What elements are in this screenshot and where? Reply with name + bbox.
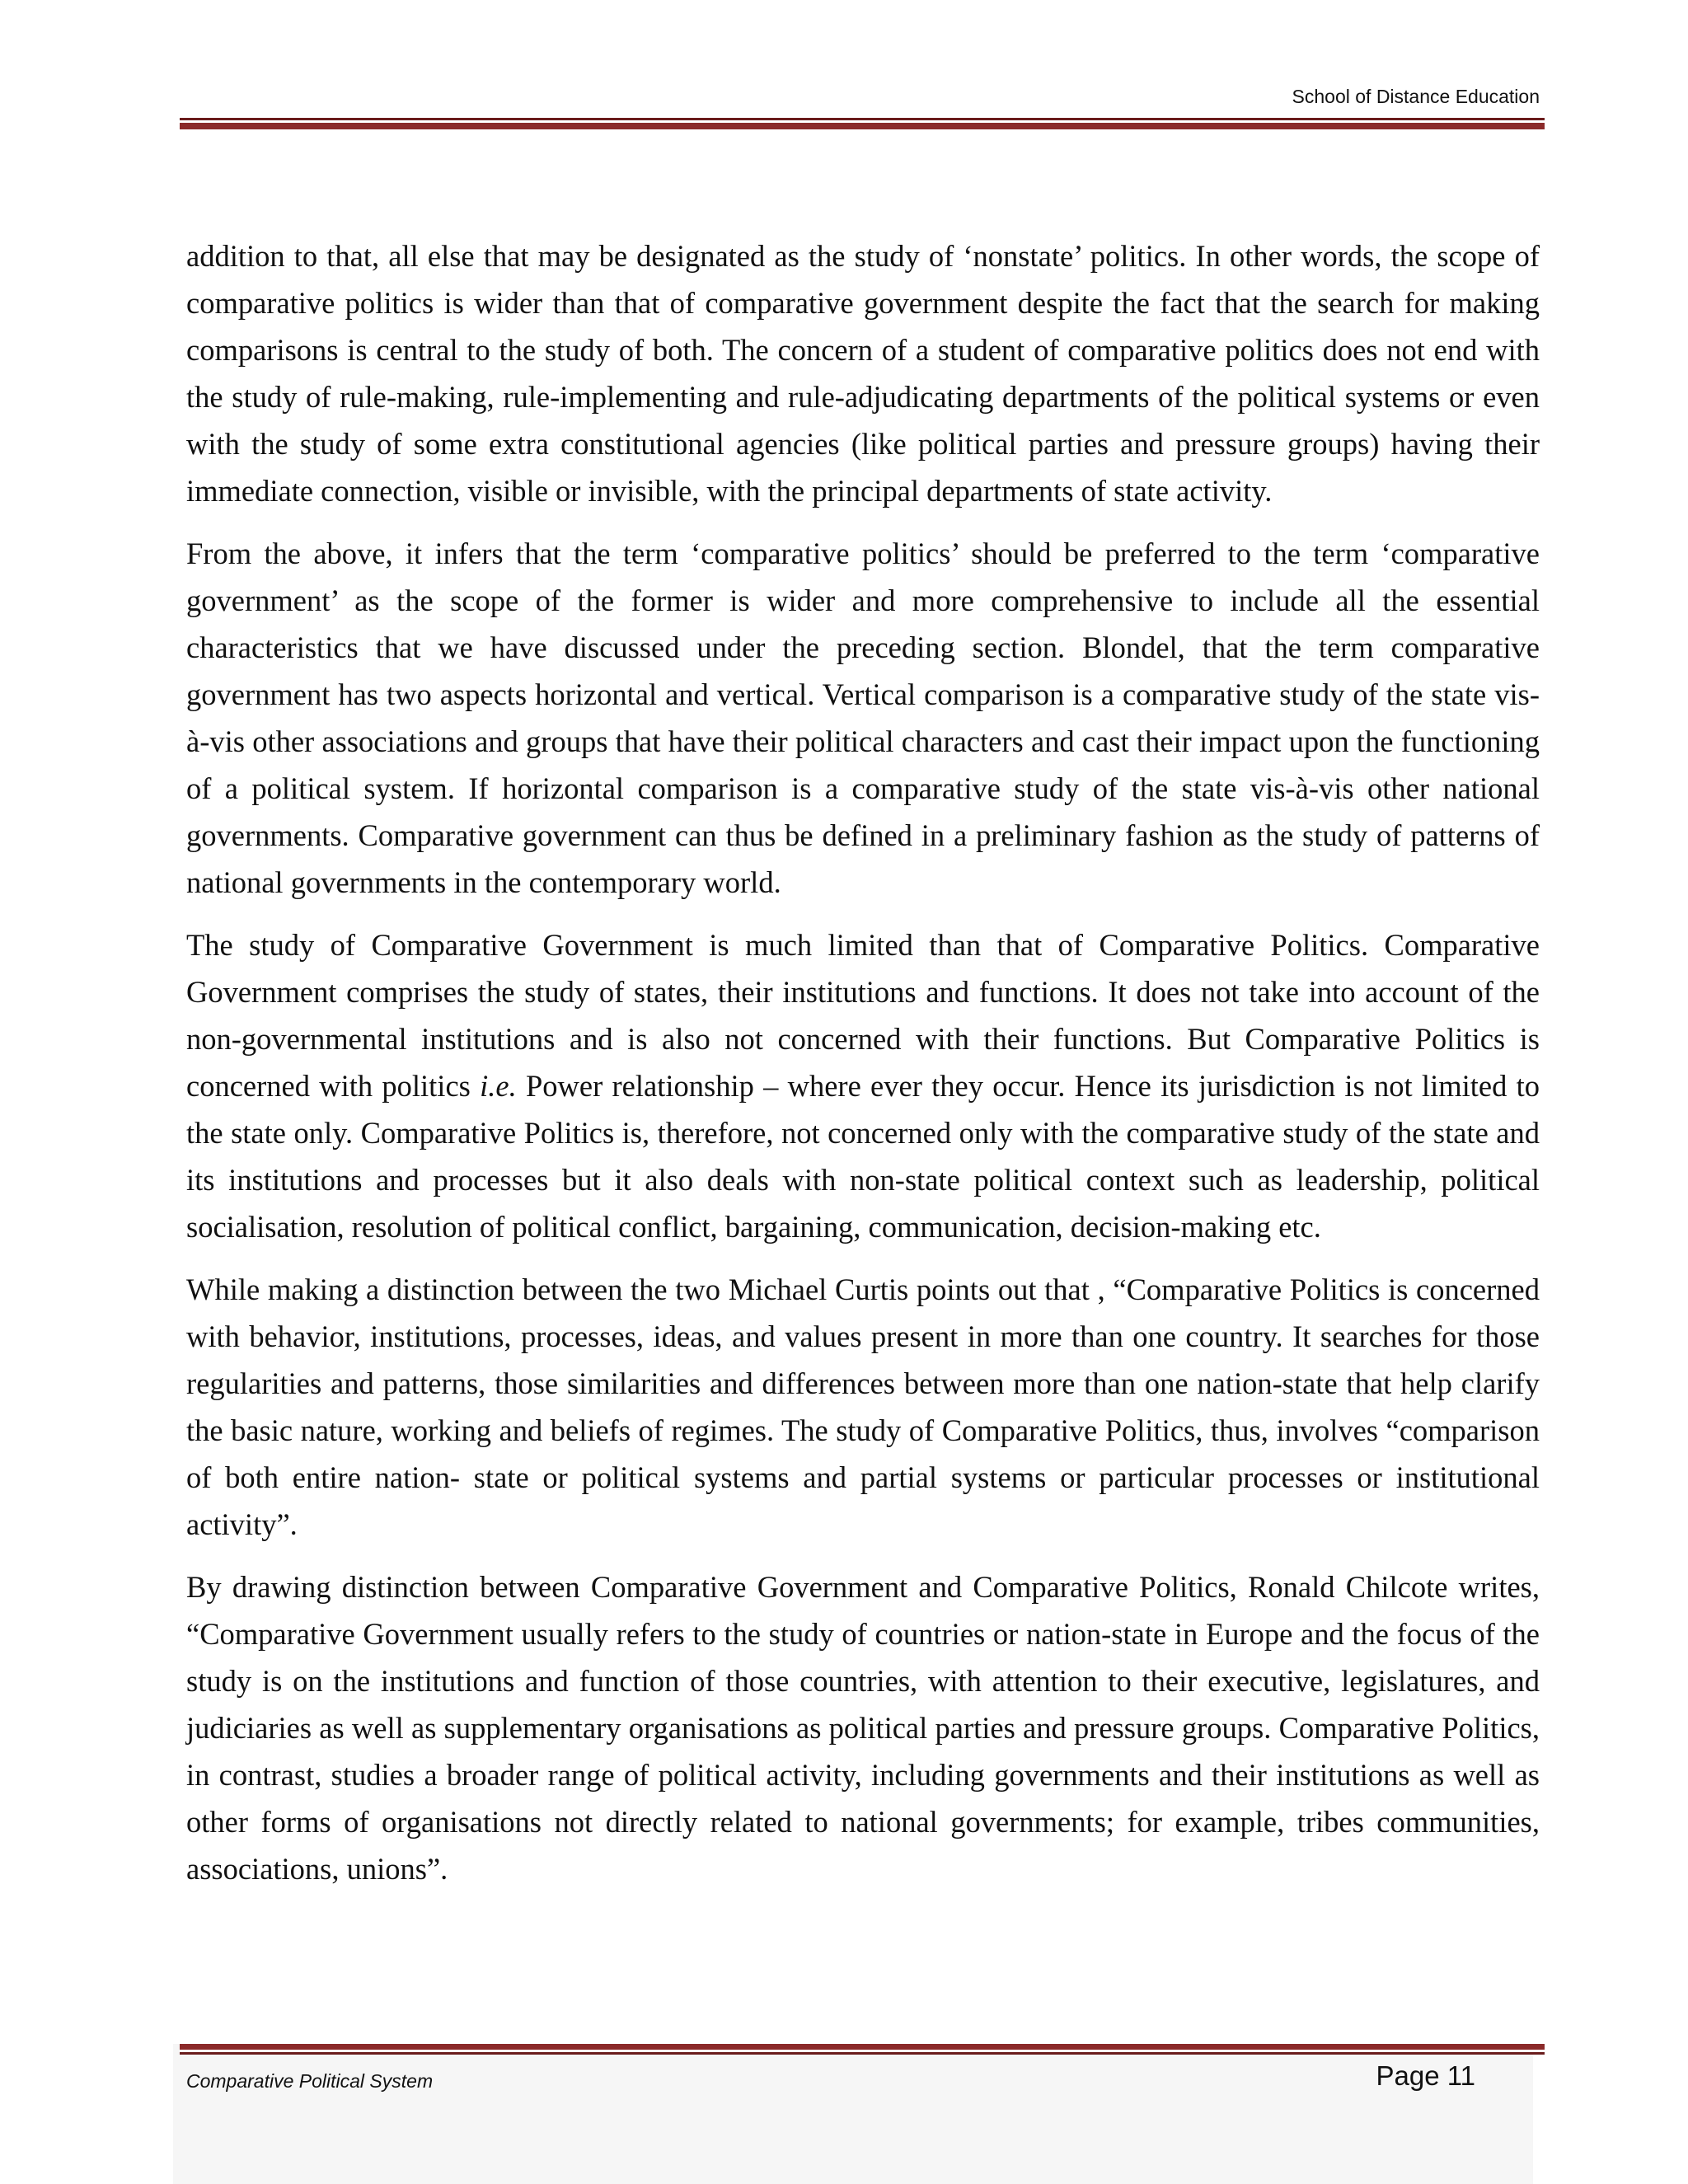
paragraph-3-part-1: The study of Comparative Government is much limited than that of Comparative Politics. Comparative Government comprises the study of states, their institutions and functions. It does not take into account of the non-governmental institutions and is also not concerned with their functions. But Comparative Politics is concerned with politics (186, 928, 1540, 1103)
paragraph-5: By drawing distinction between Comparative Government and Comparative Politics, Ronald Chilcote writes, “Comparative Government usually refers to the study of countries or nation-state in Europe and the focus of the study is on the institutions and function of those countries, with attention to their executive, legislatures, and judiciaries as well as supplementary organisations as political parties and pressure groups. Comparative Politics, in contrast, studies a broader range of political activity, including governments and their institutions as well as other forms of organisations not directly related to national governments; for example, tribes communities, associations, unions”. (186, 1570, 1540, 1886)
header-institution: School of Distance Education (1292, 86, 1540, 107)
paragraph-2: From the above, it infers that the term ‘comparative politics’ should be preferred to the term ‘comparative government’ as the scope of the former is wider and more comprehensive to include all the essential characteristics that we have discussed under the preceding section. Blondel, that the term comparative government has two aspects horizontal and vertical. Vertical comparison is a comparative study of the state vis-à-vis other associations and groups that have their political characters and cast their impact upon the functioning of a political system. If horizontal comparison is a comparative study of the state vis-à-vis other national governments. Comparative government can thus be defined in a preliminary fashion as the study of patterns of national governments in the contemporary world. (186, 537, 1540, 899)
paragraph-4: While making a distinction between the two Michael Curtis points out that , “Comparative Politics is concerned with behavior, institutions, processes, ideas, and values present in more than one country. It searches for those regularities and patterns, those similarities and differences between more than one nation-state that help clarify the basic nature, working and beliefs of regimes. The study of Comparative Politics, thus, involves “comparison of both entire nation- state or political systems and partial systems or particular processes or institutional activity”. (186, 1272, 1540, 1541)
header-rule (180, 118, 1545, 129)
paragraph-3-part-2: Power relationship – where ever they occur. Hence its jurisdiction is not limited to the state only. Comparative Politics is, therefore, not concerned only with the comparative study of the state and its institutions and processes but it also deals with non-state political context such as leadership, political socialisation, resolution of political conflict, bargaining, communication, decision-making etc. (186, 1069, 1540, 1244)
paragraph-3-italic: i.e. (480, 1069, 517, 1103)
footer-rule (180, 2044, 1545, 2055)
page-body (186, 232, 1540, 1908)
footer-course-title: Comparative Political System (186, 2070, 434, 2092)
paragraph-3 (186, 921, 1540, 1250)
footer-background (173, 2044, 1533, 2184)
paragraph-1: addition to that, all else that may be designated as the study of ‘nonstate’ politics. In other words, the scope of comparative politics is wider than that of comparative government despite the fact that the search for making comparisons is central to the study of both. The concern of a student of comparative politics does not end with the study of rule-making, rule-implementing and rule-adjudicating departments of the political systems or even with the study of some extra constitutional agencies (like political parties and pressure groups) having their immediate connection, visible or invisible, with the principal departments of state activity. (186, 239, 1540, 508)
footer-page-number: Page 11 (1376, 2060, 1475, 2091)
